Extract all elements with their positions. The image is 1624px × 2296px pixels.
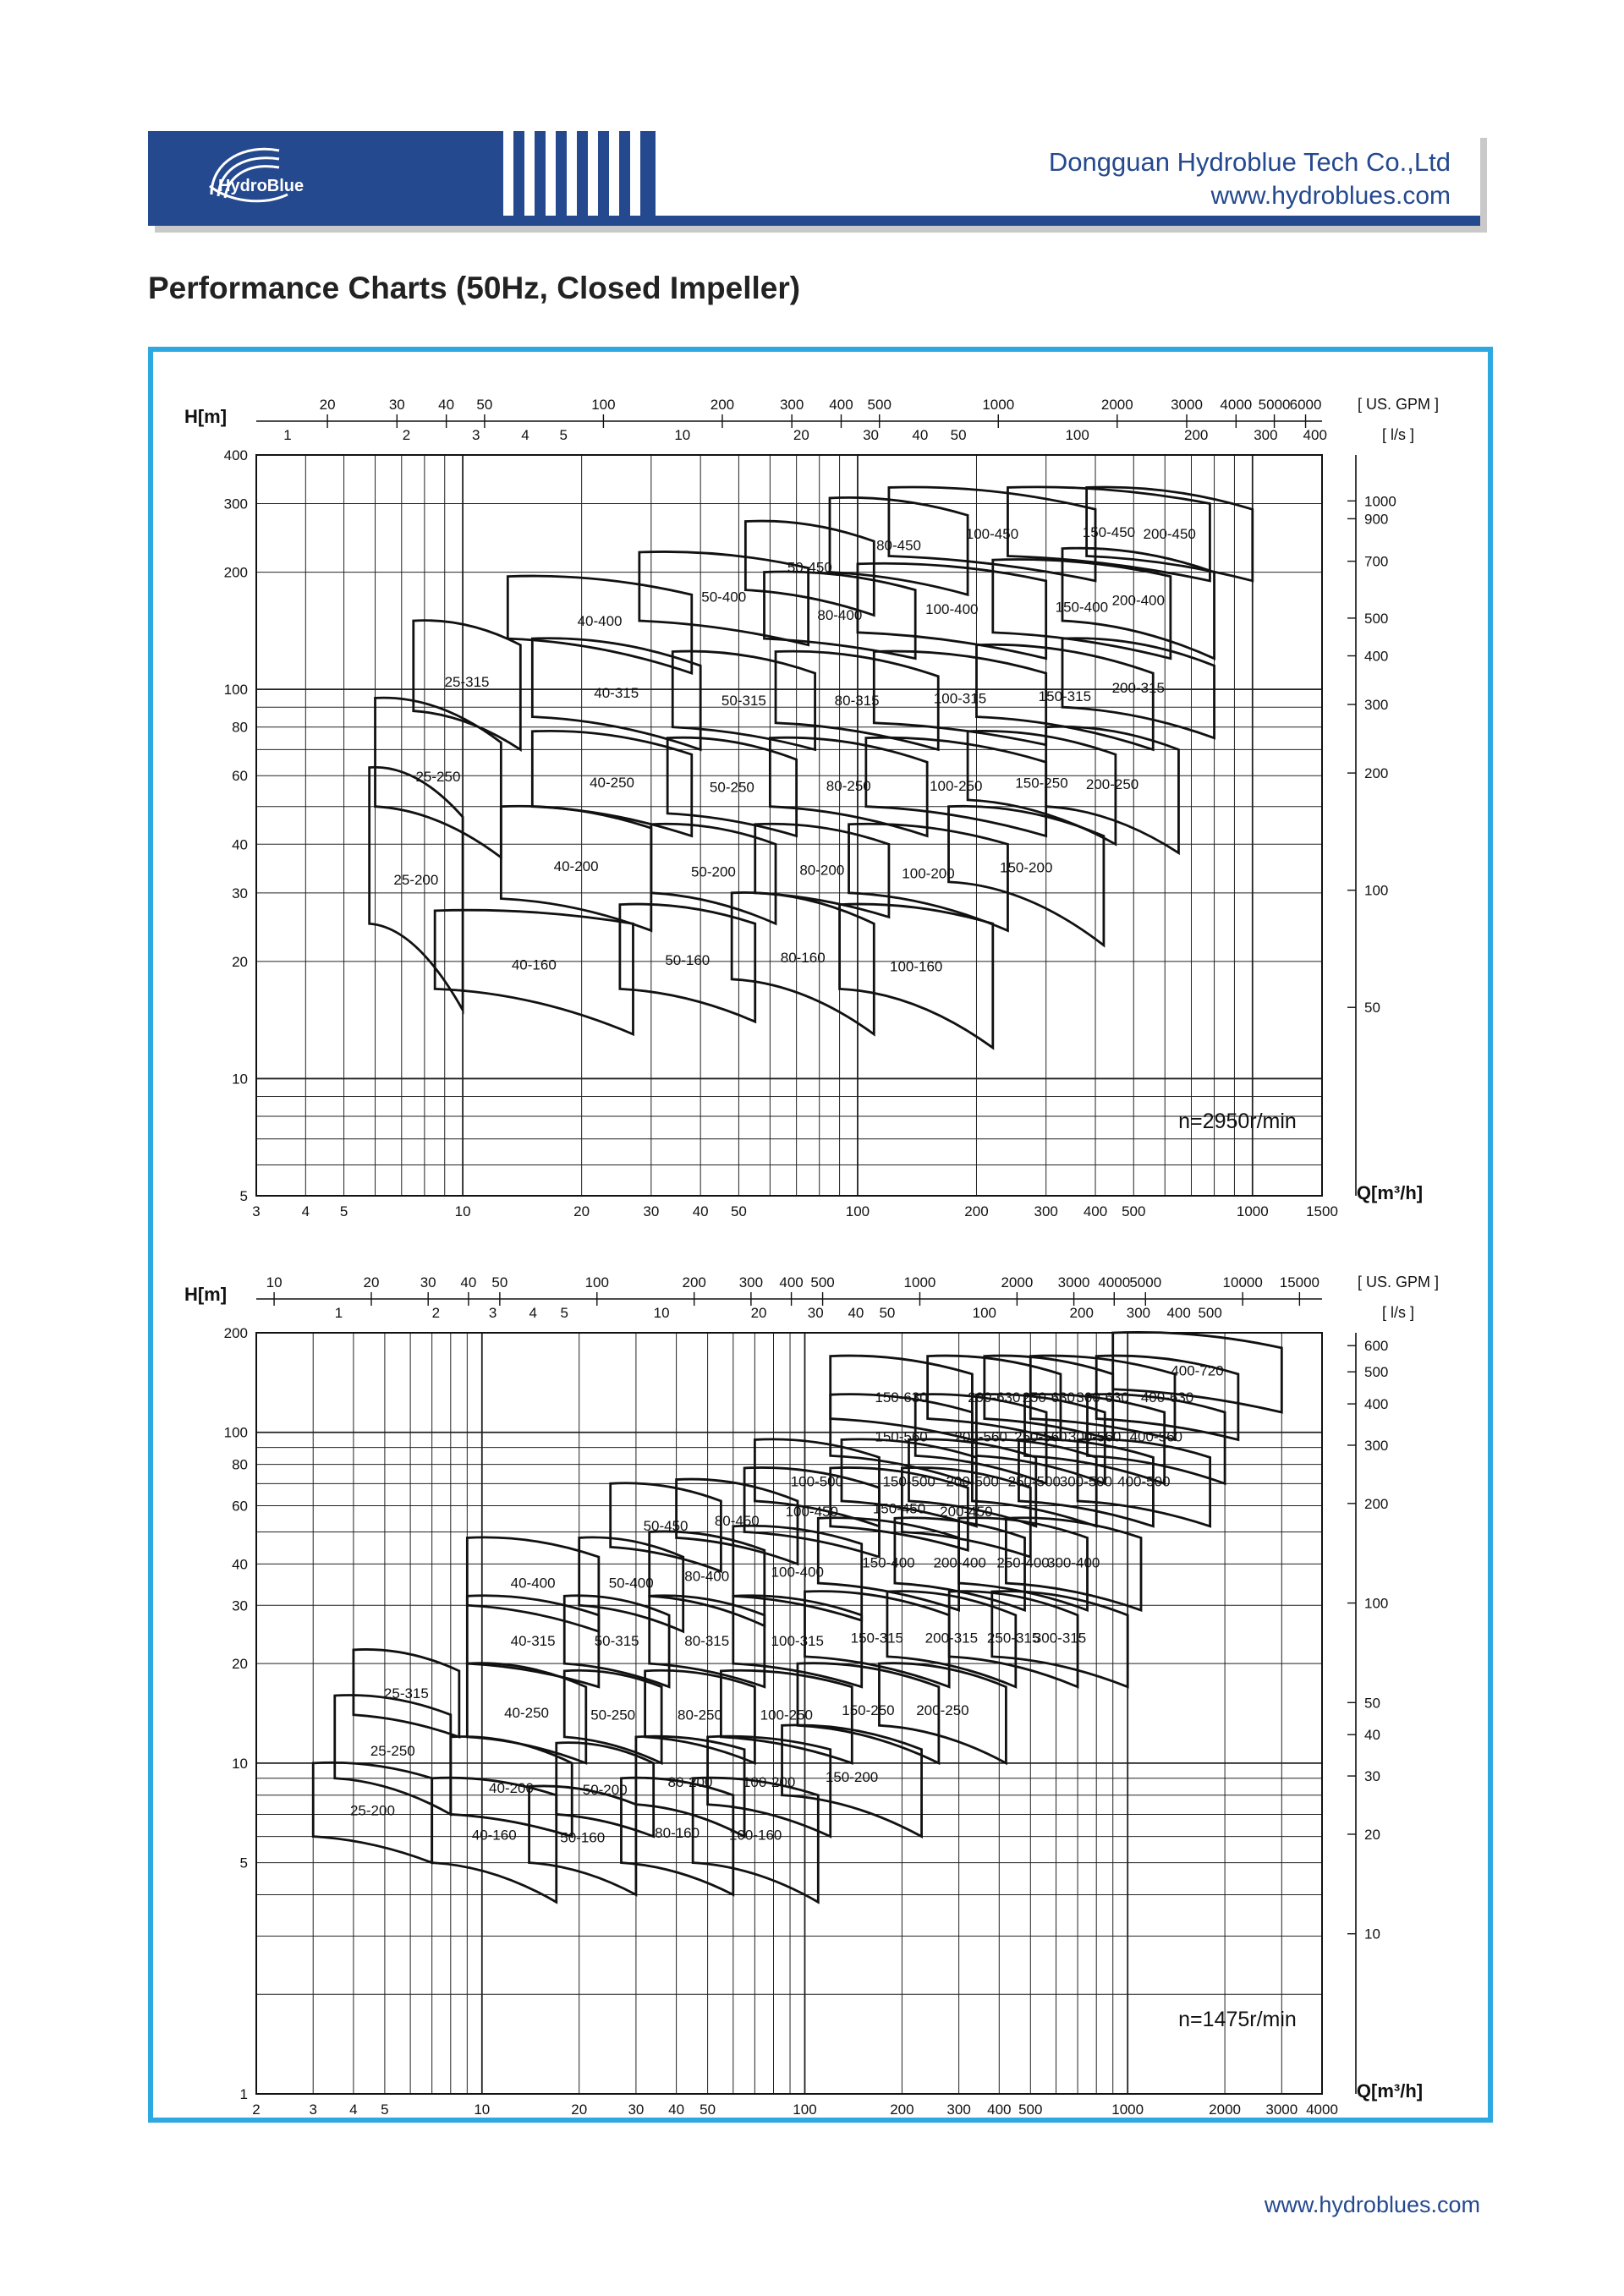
ls-tick-label: 3 bbox=[471, 427, 480, 443]
y-tick-label: 1 bbox=[239, 2086, 248, 2102]
model-label-150-400: 150-400 bbox=[1055, 599, 1109, 616]
x-tick-label: 4 bbox=[301, 1203, 310, 1219]
x-tick-label: 4 bbox=[349, 2101, 358, 2118]
model-label-50-450: 50-450 bbox=[787, 559, 832, 576]
model-label-150-315: 150-315 bbox=[850, 1630, 904, 1647]
x-tick-label: 100 bbox=[845, 1203, 870, 1219]
model-label-80-200: 80-200 bbox=[799, 862, 845, 879]
ls-tick-label: 100 bbox=[1065, 427, 1089, 443]
x-tick-label: 300 bbox=[1034, 1203, 1058, 1219]
gpm-tick-label: 50 bbox=[476, 397, 493, 413]
model-label-80-200: 80-200 bbox=[667, 1773, 713, 1790]
x-tick-label: 200 bbox=[964, 1203, 989, 1219]
ls-tick-label: 30 bbox=[863, 427, 880, 443]
y-tick-label: 200 bbox=[223, 564, 248, 581]
x-tick-label: 100 bbox=[793, 2101, 817, 2118]
x-tick-label: 10 bbox=[474, 2101, 491, 2118]
model-label-100-450: 100-450 bbox=[965, 525, 1019, 542]
ft-tick-label: 400 bbox=[1364, 1396, 1389, 1413]
model-label-150-500: 150-500 bbox=[882, 1473, 935, 1490]
model-label-50-160: 50-160 bbox=[560, 1829, 606, 1846]
ls-tick-label: 500 bbox=[1198, 1305, 1222, 1321]
gpm-tick-label: 300 bbox=[779, 397, 804, 413]
model-label-50-315: 50-315 bbox=[594, 1632, 639, 1649]
ls-tick-label: 40 bbox=[848, 1305, 864, 1321]
ft-tick-label: 500 bbox=[1364, 610, 1389, 627]
model-label-150-200: 150-200 bbox=[1000, 859, 1053, 876]
gpm-tick-label: 2000 bbox=[1100, 397, 1133, 413]
x-tick-label: 3000 bbox=[1265, 2101, 1298, 2118]
model-label-300-500: 300-500 bbox=[1059, 1473, 1113, 1490]
x-tick-label: 1000 bbox=[1111, 2101, 1144, 2118]
x-tick-label: 1000 bbox=[1236, 1203, 1269, 1219]
model-label-40-400: 40-400 bbox=[577, 613, 623, 630]
ft-tick-label: 1000 bbox=[1364, 493, 1396, 510]
x-tick-label: 5 bbox=[339, 1203, 348, 1219]
model-label-200-250: 200-250 bbox=[1085, 776, 1139, 793]
ls-tick-label: 5 bbox=[560, 1305, 568, 1321]
x-tick-label: 30 bbox=[643, 1203, 660, 1219]
ft-tick-label: 300 bbox=[1364, 697, 1389, 714]
x-tick-label: 4000 bbox=[1306, 2101, 1338, 2118]
ft-tick-label: 40 bbox=[1364, 1727, 1380, 1744]
x-axis-label: Q[m³/h] bbox=[1356, 2080, 1424, 2101]
model-label-100-400: 100-400 bbox=[925, 601, 979, 618]
header-stripe bbox=[546, 131, 556, 216]
x-axis-label: Q[m³/h] bbox=[1356, 1182, 1424, 1203]
x-tick-label: 2000 bbox=[1209, 2101, 1242, 2118]
y-tick-label: 100 bbox=[223, 682, 248, 699]
y-tick-label: 40 bbox=[232, 1556, 248, 1573]
model-label-100-500: 100-500 bbox=[790, 1473, 844, 1490]
gpm-tick-label: 100 bbox=[584, 1274, 609, 1290]
model-label-150-450: 150-450 bbox=[872, 1500, 926, 1517]
model-label-150-250: 150-250 bbox=[1015, 775, 1068, 792]
y-tick-label: 30 bbox=[232, 1597, 248, 1614]
model-label-300-315: 300-315 bbox=[1033, 1630, 1087, 1647]
x-tick-label: 50 bbox=[700, 2101, 716, 2118]
model-label-40-160: 40-160 bbox=[511, 956, 557, 973]
speed-label: n=1475r/min bbox=[1178, 2008, 1297, 2031]
header-underline bbox=[148, 216, 1480, 226]
header-stripe bbox=[503, 131, 513, 216]
model-label-50-160: 50-160 bbox=[665, 951, 710, 968]
header-stripe bbox=[609, 131, 619, 216]
ls-tick-label: 40 bbox=[912, 427, 929, 443]
gpm-tick-label: 2000 bbox=[1001, 1274, 1034, 1290]
model-label-250-560: 250-560 bbox=[1014, 1428, 1067, 1445]
model-label-200-450: 200-450 bbox=[940, 1503, 993, 1520]
gpm-tick-label: 3000 bbox=[1057, 1274, 1090, 1290]
y-tick-label: 300 bbox=[223, 496, 248, 512]
model-label-100-315: 100-315 bbox=[771, 1632, 824, 1649]
ls-tick-label: 10 bbox=[653, 1305, 670, 1321]
x-tick-label: 400 bbox=[987, 2101, 1012, 2118]
ls-tick-label: 300 bbox=[1126, 1305, 1151, 1321]
model-label-200-500: 200-500 bbox=[946, 1473, 999, 1490]
ft-tick-label: 200 bbox=[1364, 1495, 1389, 1512]
y-tick-label: 60 bbox=[232, 768, 248, 785]
x-tick-label: 20 bbox=[573, 1203, 590, 1219]
header-stripe bbox=[588, 131, 598, 216]
gpm-tick-label: 6000 bbox=[1289, 397, 1322, 413]
speed-label: n=2950r/min bbox=[1178, 1110, 1297, 1133]
model-label-40-400: 40-400 bbox=[510, 1575, 556, 1592]
model-label-40-160: 40-160 bbox=[471, 1827, 517, 1844]
x-tick-label: 50 bbox=[730, 1203, 747, 1219]
ls-tick-label: 200 bbox=[1069, 1305, 1094, 1321]
header-stripe bbox=[524, 131, 535, 216]
y-tick-label: 5 bbox=[239, 1188, 248, 1204]
model-label-40-250: 40-250 bbox=[504, 1705, 550, 1722]
y-tick-label: 10 bbox=[232, 1071, 248, 1088]
model-label-200-315: 200-315 bbox=[924, 1630, 979, 1647]
gpm-tick-label: 1000 bbox=[903, 1274, 936, 1290]
model-label-40-250: 40-250 bbox=[590, 774, 635, 791]
x-tick-label: 500 bbox=[1018, 2101, 1043, 2118]
model-label-300-400: 300-400 bbox=[1046, 1554, 1100, 1571]
ls-tick-label: 4 bbox=[529, 1305, 537, 1321]
ft-tick-label: 20 bbox=[1364, 1826, 1380, 1843]
gpm-tick-label: 40 bbox=[460, 1274, 477, 1290]
ls-tick-label: 2 bbox=[431, 1305, 441, 1321]
model-label-100-450: 100-450 bbox=[785, 1503, 838, 1520]
model-label-100-250: 100-250 bbox=[760, 1707, 814, 1723]
model-label-100-250: 100-250 bbox=[930, 778, 983, 795]
model-label-50-200: 50-200 bbox=[690, 863, 736, 880]
x-tick-label: 3 bbox=[252, 1203, 261, 1219]
ls-tick-label: 1 bbox=[334, 1305, 343, 1321]
ls-tick-label: 50 bbox=[879, 1305, 896, 1321]
ls-tick-label: 20 bbox=[793, 427, 809, 443]
gpm-tick-label: 400 bbox=[779, 1274, 804, 1290]
model-curve-25-200 bbox=[370, 767, 463, 1010]
company-block bbox=[1049, 145, 1451, 213]
ls-tick-label: 2 bbox=[402, 427, 411, 443]
x-tick-label: 500 bbox=[1122, 1203, 1146, 1219]
x-tick-label: 400 bbox=[1083, 1203, 1108, 1219]
ls-tick-label: 1 bbox=[283, 427, 292, 443]
gpm-unit-label: [ US. GPM ] bbox=[1357, 1274, 1440, 1290]
model-label-200-450: 200-450 bbox=[1143, 525, 1196, 542]
ft-tick-label: 50 bbox=[1364, 1000, 1380, 1016]
model-label-300-630: 300-630 bbox=[1076, 1389, 1129, 1406]
gpm-tick-label: 200 bbox=[682, 1274, 706, 1290]
model-label-80-315: 80-315 bbox=[834, 692, 880, 709]
gpm-tick-label: 100 bbox=[591, 397, 616, 413]
logo-text: HydroBlue bbox=[218, 177, 304, 195]
model-label-25-250: 25-250 bbox=[370, 1743, 415, 1760]
model-label-80-315: 80-315 bbox=[684, 1632, 730, 1649]
x-tick-label: 30 bbox=[628, 2101, 645, 2118]
section-title: Performance Charts (50Hz, Closed Impeller) bbox=[148, 271, 801, 305]
y-tick-label: 30 bbox=[232, 885, 248, 901]
model-label-250-500: 250-500 bbox=[1007, 1473, 1062, 1490]
model-label-100-200: 100-200 bbox=[902, 865, 955, 882]
gpm-tick-label: 30 bbox=[388, 397, 405, 413]
model-label-200-250: 200-250 bbox=[916, 1701, 969, 1718]
model-label-25-315: 25-315 bbox=[444, 673, 490, 690]
gpm-tick-label: 3000 bbox=[1171, 397, 1203, 413]
model-label-40-315: 40-315 bbox=[594, 685, 639, 702]
gpm-tick-label: 20 bbox=[319, 397, 336, 413]
model-label-150-560: 150-560 bbox=[875, 1428, 928, 1445]
model-label-200-400: 200-400 bbox=[933, 1554, 986, 1571]
gpm-tick-label: 4000 bbox=[1220, 397, 1253, 413]
y-tick-label: 200 bbox=[223, 1325, 248, 1341]
gpm-tick-label: 40 bbox=[438, 397, 455, 413]
charts-frame bbox=[148, 347, 1493, 2123]
gpm-tick-label: 15000 bbox=[1279, 1274, 1320, 1290]
y-axis-label: H[m] bbox=[184, 406, 228, 427]
model-label-250-630: 250-630 bbox=[1022, 1389, 1075, 1406]
model-label-100-160: 100-160 bbox=[890, 958, 943, 975]
ft-tick-label: 400 bbox=[1364, 648, 1389, 665]
ls-tick-label: 100 bbox=[972, 1305, 997, 1321]
gpm-tick-label: 300 bbox=[738, 1274, 764, 1290]
model-label-25-200: 25-200 bbox=[349, 1802, 395, 1819]
gpm-tick-label: 500 bbox=[867, 397, 892, 413]
model-label-80-160: 80-160 bbox=[655, 1825, 700, 1842]
model-label-40-315: 40-315 bbox=[510, 1632, 556, 1649]
gpm-tick-label: 5000 bbox=[1129, 1274, 1162, 1290]
y-tick-label: 400 bbox=[223, 447, 248, 463]
model-label-80-450: 80-450 bbox=[714, 1513, 760, 1530]
performance-chart-2950 bbox=[153, 352, 1488, 1240]
model-label-400-560: 400-560 bbox=[1129, 1428, 1182, 1445]
x-tick-label: 200 bbox=[890, 2101, 914, 2118]
gpm-tick-label: 20 bbox=[363, 1274, 380, 1290]
model-label-150-450: 150-450 bbox=[1082, 524, 1136, 541]
company-website: www.hydroblues.com bbox=[1210, 182, 1451, 210]
ft-tick-label: 900 bbox=[1364, 511, 1389, 528]
gpm-tick-label: 50 bbox=[491, 1274, 508, 1290]
model-label-200-315: 200-315 bbox=[1111, 679, 1165, 696]
model-label-400-630: 400-630 bbox=[1140, 1389, 1194, 1406]
model-label-80-450: 80-450 bbox=[876, 537, 922, 554]
gpm-tick-label: 30 bbox=[420, 1274, 436, 1290]
x-tick-label: 1500 bbox=[1306, 1203, 1338, 1219]
model-label-80-160: 80-160 bbox=[780, 950, 826, 967]
model-label-40-200: 40-200 bbox=[489, 1779, 534, 1796]
model-label-100-200: 100-200 bbox=[742, 1773, 796, 1790]
model-regions bbox=[313, 1332, 1281, 1902]
y-tick-label: 10 bbox=[232, 1755, 248, 1772]
x-tick-label: 40 bbox=[692, 1203, 709, 1219]
model-label-50-200: 50-200 bbox=[582, 1781, 628, 1798]
ft-tick-label: 10 bbox=[1364, 1926, 1380, 1943]
ls-tick-label: 20 bbox=[750, 1305, 767, 1321]
y-axis-label: H[m] bbox=[184, 1284, 228, 1305]
y-tick-label: 60 bbox=[232, 1498, 248, 1515]
model-label-50-400: 50-400 bbox=[608, 1575, 654, 1592]
model-label-400-500: 400-500 bbox=[1117, 1473, 1171, 1490]
ls-tick-label: 5 bbox=[559, 427, 568, 443]
model-label-400-720: 400-720 bbox=[1171, 1362, 1224, 1379]
y-tick-label: 80 bbox=[232, 1456, 248, 1473]
model-label-100-160: 100-160 bbox=[729, 1827, 782, 1844]
x-tick-label: 3 bbox=[309, 2101, 317, 2118]
model-label-200-630: 200-630 bbox=[968, 1389, 1021, 1406]
model-label-200-400: 200-400 bbox=[1111, 592, 1165, 609]
y-tick-label: 20 bbox=[232, 953, 248, 970]
ls-tick-label: 3 bbox=[488, 1305, 497, 1321]
ls-tick-label: 200 bbox=[1184, 427, 1209, 443]
model-label-150-400: 150-400 bbox=[862, 1554, 915, 1571]
model-label-200-560: 200-560 bbox=[954, 1428, 1007, 1445]
ls-tick-label: 30 bbox=[807, 1305, 824, 1321]
performance-chart-1475 bbox=[153, 1240, 1488, 2119]
gpm-tick-label: 10000 bbox=[1222, 1274, 1263, 1290]
model-label-80-250: 80-250 bbox=[678, 1707, 722, 1723]
x-tick-label: 40 bbox=[668, 2101, 685, 2118]
gpm-tick-label: 200 bbox=[710, 397, 735, 413]
ls-unit-label: [ l/s ] bbox=[1381, 1304, 1415, 1321]
x-tick-label: 10 bbox=[454, 1203, 471, 1219]
model-label-50-400: 50-400 bbox=[701, 589, 747, 606]
y-tick-label: 80 bbox=[232, 719, 248, 736]
header-stripe bbox=[567, 131, 577, 216]
ft-tick-label: 300 bbox=[1364, 1437, 1389, 1454]
model-label-50-250: 50-250 bbox=[709, 779, 754, 796]
model-label-25-250: 25-250 bbox=[415, 768, 461, 785]
header-stripe bbox=[630, 131, 640, 216]
model-label-80-400: 80-400 bbox=[817, 607, 863, 624]
y-tick-label: 100 bbox=[223, 1424, 248, 1441]
model-label-25-315: 25-315 bbox=[383, 1685, 429, 1702]
gpm-unit-label: [ US. GPM ] bbox=[1357, 396, 1440, 413]
model-label-150-250: 150-250 bbox=[842, 1701, 895, 1718]
company-name: Dongguan Hydroblue Tech Co.,Ltd bbox=[1048, 147, 1451, 177]
model-label-40-200: 40-200 bbox=[553, 858, 599, 874]
model-label-150-200: 150-200 bbox=[825, 1768, 879, 1785]
model-label-100-315: 100-315 bbox=[933, 690, 987, 707]
ft-tick-label: 50 bbox=[1364, 1695, 1380, 1712]
ft-tick-label: 500 bbox=[1364, 1364, 1389, 1381]
ft-tick-label: 30 bbox=[1364, 1768, 1380, 1785]
gpm-tick-label: 400 bbox=[829, 397, 853, 413]
y-tick-label: 5 bbox=[239, 1855, 248, 1871]
gpm-tick-label: 10 bbox=[266, 1274, 283, 1290]
model-label-300-560: 300-560 bbox=[1067, 1428, 1122, 1445]
ls-tick-label: 4 bbox=[521, 427, 529, 443]
ls-tick-label: 10 bbox=[674, 427, 691, 443]
model-label-100-400: 100-400 bbox=[771, 1564, 824, 1581]
x-tick-label: 300 bbox=[946, 2101, 971, 2118]
model-label-150-315: 150-315 bbox=[1038, 688, 1092, 705]
gpm-tick-label: 4000 bbox=[1098, 1274, 1131, 1290]
footer-url: www.hydroblues.com bbox=[1264, 2192, 1480, 2217]
model-label-250-400: 250-400 bbox=[996, 1554, 1050, 1571]
ls-tick-label: 400 bbox=[1303, 427, 1327, 443]
model-label-50-250: 50-250 bbox=[590, 1707, 636, 1723]
y-tick-label: 20 bbox=[232, 1656, 248, 1673]
x-tick-label: 5 bbox=[381, 2101, 389, 2118]
model-label-250-315: 250-315 bbox=[986, 1630, 1040, 1647]
ls-tick-label: 300 bbox=[1254, 427, 1278, 443]
model-label-50-315: 50-315 bbox=[721, 693, 766, 710]
gpm-tick-label: 5000 bbox=[1258, 397, 1291, 413]
x-tick-label: 20 bbox=[571, 2101, 588, 2118]
model-label-150-630: 150-630 bbox=[875, 1389, 928, 1406]
ft-tick-label: 700 bbox=[1364, 553, 1389, 570]
model-label-50-450: 50-450 bbox=[643, 1518, 689, 1535]
ft-tick-label: 100 bbox=[1364, 882, 1389, 899]
y-tick-label: 40 bbox=[232, 836, 248, 853]
ls-tick-label: 50 bbox=[950, 427, 967, 443]
ft-tick-label: 600 bbox=[1364, 1338, 1389, 1355]
ls-tick-label: 400 bbox=[1166, 1305, 1191, 1321]
gpm-tick-label: 1000 bbox=[982, 397, 1015, 413]
model-label-80-400: 80-400 bbox=[684, 1568, 730, 1585]
x-tick-label: 2 bbox=[252, 2101, 261, 2118]
hydroblue-logo bbox=[195, 135, 330, 220]
model-label-80-250: 80-250 bbox=[826, 778, 871, 795]
gpm-tick-label: 500 bbox=[810, 1274, 835, 1290]
ft-tick-label: 100 bbox=[1364, 1595, 1389, 1612]
model-label-25-200: 25-200 bbox=[393, 872, 439, 889]
ft-tick-label: 200 bbox=[1364, 765, 1389, 782]
ls-unit-label: [ l/s ] bbox=[1381, 426, 1415, 443]
